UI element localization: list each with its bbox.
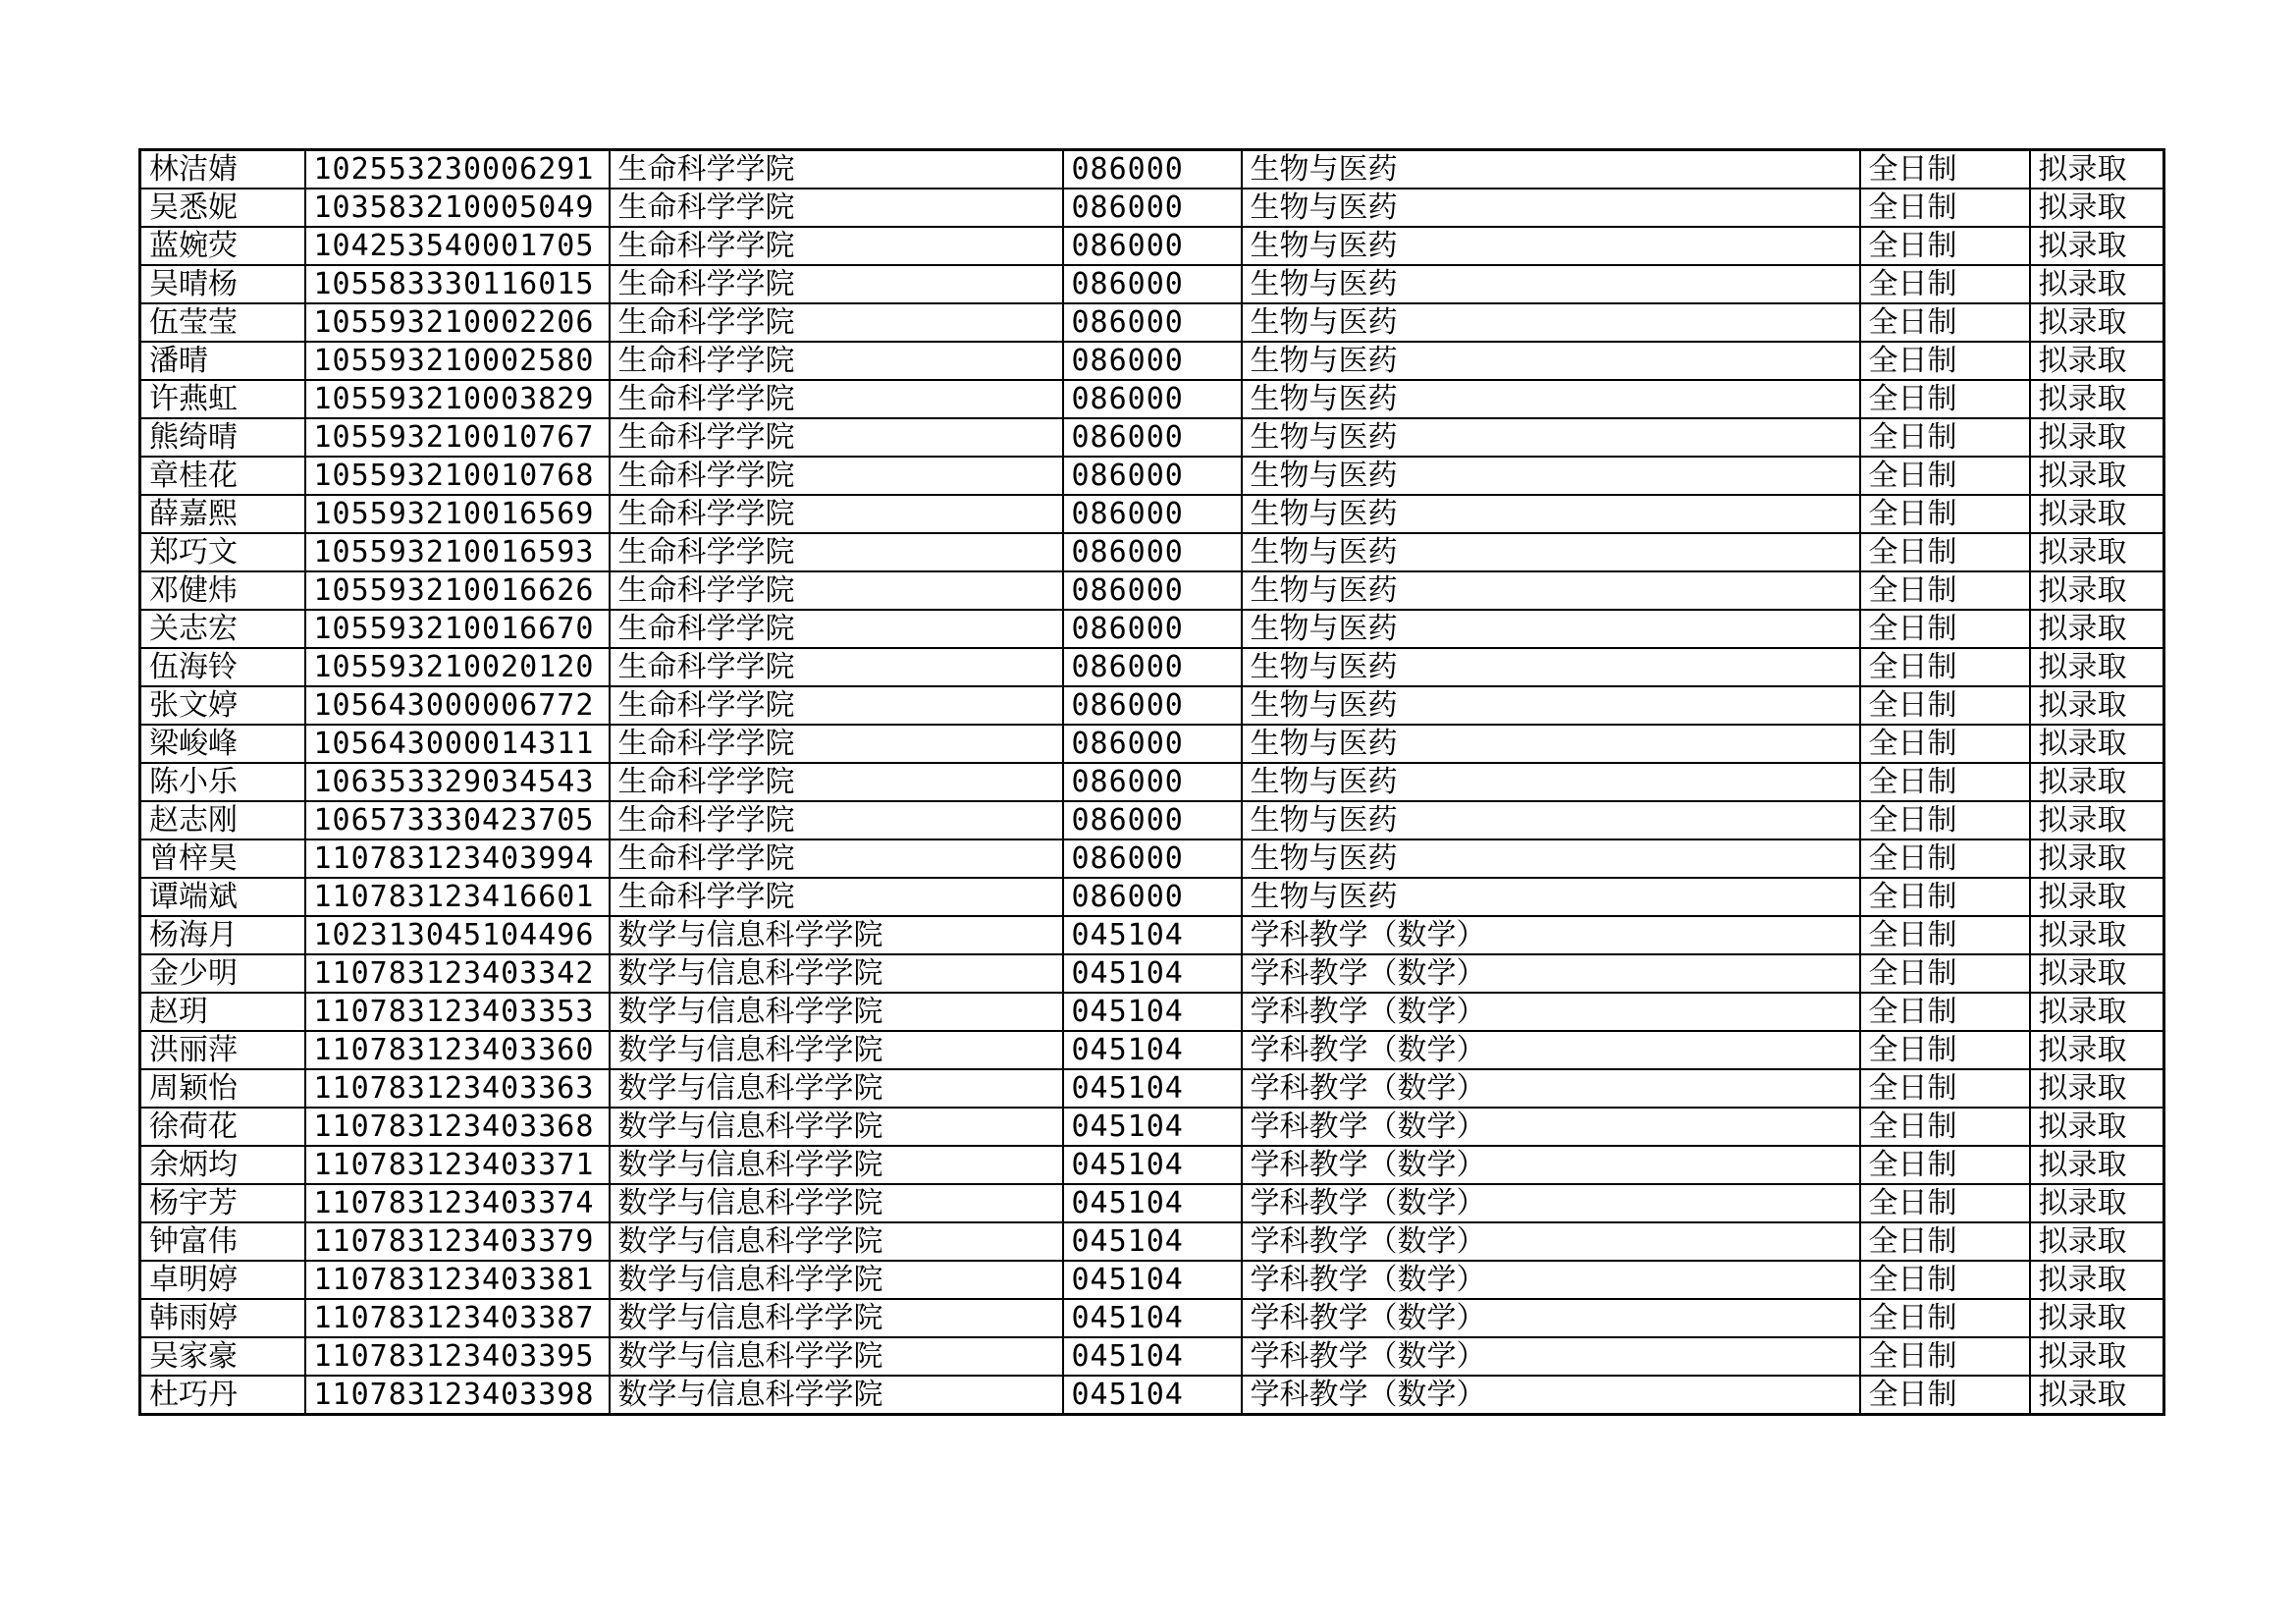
major-name-cell: 生物与医药 xyxy=(1242,686,1860,725)
major-name-cell: 学科教学（数学） xyxy=(1242,993,1860,1031)
study-mode-cell: 全日制 xyxy=(1860,878,2030,916)
table-row xyxy=(140,1222,2164,1261)
major-code-cell: 045104 xyxy=(1063,1069,1242,1108)
study-mode-cell: 全日制 xyxy=(1860,686,2030,725)
table-row xyxy=(140,457,2164,495)
study-mode-cell: 全日制 xyxy=(1860,495,2030,533)
admission-status-cell: 拟录取 xyxy=(2030,1222,2164,1261)
study-mode-cell: 全日制 xyxy=(1860,533,2030,571)
table-row xyxy=(140,303,2164,342)
major-code-cell: 086000 xyxy=(1063,227,1242,265)
major-code-cell: 086000 xyxy=(1063,648,1242,686)
study-mode-cell: 全日制 xyxy=(1860,1031,2030,1069)
exam-number-cell: 110783123403368 xyxy=(305,1108,610,1146)
major-name-cell: 学科教学（数学） xyxy=(1242,1222,1860,1261)
student-name-cell: 伍莹莹 xyxy=(140,303,305,342)
exam-number-cell: 105643000006772 xyxy=(305,686,610,725)
exam-number-cell: 110783123416601 xyxy=(305,878,610,916)
table-row xyxy=(140,610,2164,648)
exam-number-cell: 110783123403353 xyxy=(305,993,610,1031)
exam-number-cell: 110783123403398 xyxy=(305,1376,610,1415)
student-name-cell: 赵志刚 xyxy=(140,801,305,839)
exam-number-cell: 105593210002580 xyxy=(305,342,610,380)
college-cell: 数学与信息科学学院 xyxy=(610,1031,1063,1069)
admission-status-cell: 拟录取 xyxy=(2030,150,2164,189)
college-cell: 生命科学学院 xyxy=(610,189,1063,227)
student-name-cell: 关志宏 xyxy=(140,610,305,648)
student-name-cell: 许燕虹 xyxy=(140,380,305,418)
admission-status-cell: 拟录取 xyxy=(2030,227,2164,265)
study-mode-cell: 全日制 xyxy=(1860,189,2030,227)
exam-number-cell: 110783123403363 xyxy=(305,1069,610,1108)
student-name-cell: 赵玥 xyxy=(140,993,305,1031)
study-mode-cell: 全日制 xyxy=(1860,1146,2030,1184)
major-name-cell: 学科教学（数学） xyxy=(1242,1146,1860,1184)
admission-status-cell: 拟录取 xyxy=(2030,189,2164,227)
major-name-cell: 学科教学（数学） xyxy=(1242,1261,1860,1299)
study-mode-cell: 全日制 xyxy=(1860,1069,2030,1108)
admission-table-body xyxy=(140,150,2164,1415)
admission-status-cell: 拟录取 xyxy=(2030,1146,2164,1184)
admission-status-cell: 拟录取 xyxy=(2030,1337,2164,1376)
student-name-cell: 梁峻峰 xyxy=(140,725,305,763)
college-cell: 生命科学学院 xyxy=(610,457,1063,495)
college-cell: 生命科学学院 xyxy=(610,150,1063,189)
major-name-cell: 生物与医药 xyxy=(1242,380,1860,418)
study-mode-cell: 全日制 xyxy=(1860,265,2030,303)
table-row xyxy=(140,916,2164,954)
student-name-cell: 余炳均 xyxy=(140,1146,305,1184)
study-mode-cell: 全日制 xyxy=(1860,993,2030,1031)
admission-status-cell: 拟录取 xyxy=(2030,265,2164,303)
college-cell: 生命科学学院 xyxy=(610,303,1063,342)
admission-status-cell: 拟录取 xyxy=(2030,1299,2164,1337)
table-row xyxy=(140,189,2164,227)
admission-status-cell: 拟录取 xyxy=(2030,533,2164,571)
table-row xyxy=(140,571,2164,610)
study-mode-cell: 全日制 xyxy=(1860,227,2030,265)
exam-number-cell: 110783123403374 xyxy=(305,1184,610,1222)
major-code-cell: 086000 xyxy=(1063,380,1242,418)
student-name-cell: 潘晴 xyxy=(140,342,305,380)
study-mode-cell: 全日制 xyxy=(1860,954,2030,993)
table-row xyxy=(140,1146,2164,1184)
college-cell: 数学与信息科学学院 xyxy=(610,1299,1063,1337)
table-row xyxy=(140,342,2164,380)
major-code-cell: 086000 xyxy=(1063,725,1242,763)
major-name-cell: 生物与医药 xyxy=(1242,265,1860,303)
exam-number-cell: 104253540001705 xyxy=(305,227,610,265)
admission-status-cell: 拟录取 xyxy=(2030,571,2164,610)
admission-status-cell: 拟录取 xyxy=(2030,839,2164,878)
college-cell: 数学与信息科学学院 xyxy=(610,1261,1063,1299)
admission-status-cell: 拟录取 xyxy=(2030,1108,2164,1146)
admission-status-cell: 拟录取 xyxy=(2030,342,2164,380)
college-cell: 数学与信息科学学院 xyxy=(610,1108,1063,1146)
student-name-cell: 邓健炜 xyxy=(140,571,305,610)
major-code-cell: 045104 xyxy=(1063,1299,1242,1337)
student-name-cell: 卓明婷 xyxy=(140,1261,305,1299)
table-row xyxy=(140,1069,2164,1108)
student-name-cell: 伍海铃 xyxy=(140,648,305,686)
exam-number-cell: 110783123403994 xyxy=(305,839,610,878)
table-row xyxy=(140,1184,2164,1222)
major-code-cell: 086000 xyxy=(1063,686,1242,725)
table-row xyxy=(140,1261,2164,1299)
major-name-cell: 生物与医药 xyxy=(1242,457,1860,495)
major-name-cell: 生物与医药 xyxy=(1242,189,1860,227)
student-name-cell: 薛嘉熙 xyxy=(140,495,305,533)
student-name-cell: 蓝婉荧 xyxy=(140,227,305,265)
admission-status-cell: 拟录取 xyxy=(2030,380,2164,418)
college-cell: 生命科学学院 xyxy=(610,610,1063,648)
study-mode-cell: 全日制 xyxy=(1860,1261,2030,1299)
college-cell: 生命科学学院 xyxy=(610,342,1063,380)
table-row xyxy=(140,763,2164,801)
college-cell: 生命科学学院 xyxy=(610,495,1063,533)
college-cell: 生命科学学院 xyxy=(610,571,1063,610)
major-name-cell: 生物与医药 xyxy=(1242,571,1860,610)
student-name-cell: 韩雨婷 xyxy=(140,1299,305,1337)
major-name-cell: 学科教学（数学） xyxy=(1242,1108,1860,1146)
student-name-cell: 周颖怡 xyxy=(140,1069,305,1108)
major-code-cell: 086000 xyxy=(1063,878,1242,916)
study-mode-cell: 全日制 xyxy=(1860,801,2030,839)
major-code-cell: 086000 xyxy=(1063,457,1242,495)
major-code-cell: 086000 xyxy=(1063,763,1242,801)
student-name-cell: 杨海月 xyxy=(140,916,305,954)
table-row xyxy=(140,380,2164,418)
study-mode-cell: 全日制 xyxy=(1860,457,2030,495)
major-name-cell: 学科教学（数学） xyxy=(1242,1337,1860,1376)
major-code-cell: 086000 xyxy=(1063,571,1242,610)
table-row xyxy=(140,725,2164,763)
major-code-cell: 086000 xyxy=(1063,150,1242,189)
admission-status-cell: 拟录取 xyxy=(2030,686,2164,725)
exam-number-cell: 110783123403395 xyxy=(305,1337,610,1376)
exam-number-cell: 102313045104496 xyxy=(305,916,610,954)
exam-number-cell: 105593210016670 xyxy=(305,610,610,648)
study-mode-cell: 全日制 xyxy=(1860,725,2030,763)
table-row xyxy=(140,954,2164,993)
table-row xyxy=(140,801,2164,839)
table-row xyxy=(140,1337,2164,1376)
college-cell: 数学与信息科学学院 xyxy=(610,993,1063,1031)
major-code-cell: 086000 xyxy=(1063,265,1242,303)
admission-status-cell: 拟录取 xyxy=(2030,801,2164,839)
major-name-cell: 生物与医药 xyxy=(1242,801,1860,839)
student-name-cell: 金少明 xyxy=(140,954,305,993)
major-name-cell: 生物与医药 xyxy=(1242,610,1860,648)
student-name-cell: 郑巧文 xyxy=(140,533,305,571)
college-cell: 生命科学学院 xyxy=(610,265,1063,303)
admission-status-cell: 拟录取 xyxy=(2030,1376,2164,1415)
major-name-cell: 学科教学（数学） xyxy=(1242,1376,1860,1415)
table-row xyxy=(140,533,2164,571)
admission-status-cell: 拟录取 xyxy=(2030,495,2164,533)
college-cell: 数学与信息科学学院 xyxy=(610,1069,1063,1108)
study-mode-cell: 全日制 xyxy=(1860,1108,2030,1146)
admission-status-cell: 拟录取 xyxy=(2030,954,2164,993)
major-code-cell: 045104 xyxy=(1063,954,1242,993)
admission-table xyxy=(138,148,2165,1416)
student-name-cell: 熊绮晴 xyxy=(140,418,305,457)
major-code-cell: 086000 xyxy=(1063,533,1242,571)
admission-status-cell: 拟录取 xyxy=(2030,1069,2164,1108)
student-name-cell: 吴晴杨 xyxy=(140,265,305,303)
college-cell: 生命科学学院 xyxy=(610,533,1063,571)
study-mode-cell: 全日制 xyxy=(1860,150,2030,189)
study-mode-cell: 全日制 xyxy=(1860,418,2030,457)
major-code-cell: 045104 xyxy=(1063,1261,1242,1299)
admission-status-cell: 拟录取 xyxy=(2030,457,2164,495)
major-name-cell: 学科教学（数学） xyxy=(1242,1031,1860,1069)
exam-number-cell: 110783123403387 xyxy=(305,1299,610,1337)
study-mode-cell: 全日制 xyxy=(1860,763,2030,801)
table-row xyxy=(140,495,2164,533)
major-code-cell: 045104 xyxy=(1063,1184,1242,1222)
major-name-cell: 生物与医药 xyxy=(1242,763,1860,801)
table-row xyxy=(140,1031,2164,1069)
college-cell: 生命科学学院 xyxy=(610,763,1063,801)
college-cell: 生命科学学院 xyxy=(610,878,1063,916)
student-name-cell: 洪丽萍 xyxy=(140,1031,305,1069)
major-code-cell: 045104 xyxy=(1063,916,1242,954)
major-code-cell: 086000 xyxy=(1063,189,1242,227)
exam-number-cell: 106353329034543 xyxy=(305,763,610,801)
study-mode-cell: 全日制 xyxy=(1860,648,2030,686)
student-name-cell: 杜巧丹 xyxy=(140,1376,305,1415)
major-code-cell: 086000 xyxy=(1063,303,1242,342)
major-code-cell: 045104 xyxy=(1063,1222,1242,1261)
admission-status-cell: 拟录取 xyxy=(2030,725,2164,763)
table-row xyxy=(140,878,2164,916)
study-mode-cell: 全日制 xyxy=(1860,1376,2030,1415)
admission-status-cell: 拟录取 xyxy=(2030,303,2164,342)
table-row xyxy=(140,150,2164,189)
exam-number-cell: 110783123403342 xyxy=(305,954,610,993)
exam-number-cell: 110783123403381 xyxy=(305,1261,610,1299)
college-cell: 数学与信息科学学院 xyxy=(610,1184,1063,1222)
table-row xyxy=(140,1299,2164,1337)
major-name-cell: 生物与医药 xyxy=(1242,418,1860,457)
major-code-cell: 045104 xyxy=(1063,1108,1242,1146)
major-code-cell: 045104 xyxy=(1063,1376,1242,1415)
major-code-cell: 086000 xyxy=(1063,418,1242,457)
exam-number-cell: 105593210010767 xyxy=(305,418,610,457)
student-name-cell: 陈小乐 xyxy=(140,763,305,801)
major-name-cell: 生物与医药 xyxy=(1242,533,1860,571)
college-cell: 生命科学学院 xyxy=(610,380,1063,418)
table-row xyxy=(140,993,2164,1031)
major-code-cell: 045104 xyxy=(1063,993,1242,1031)
major-name-cell: 学科教学（数学） xyxy=(1242,1069,1860,1108)
college-cell: 生命科学学院 xyxy=(610,725,1063,763)
college-cell: 数学与信息科学学院 xyxy=(610,1337,1063,1376)
major-code-cell: 086000 xyxy=(1063,610,1242,648)
college-cell: 数学与信息科学学院 xyxy=(610,1146,1063,1184)
exam-number-cell: 105593210016626 xyxy=(305,571,610,610)
study-mode-cell: 全日制 xyxy=(1860,571,2030,610)
study-mode-cell: 全日制 xyxy=(1860,916,2030,954)
student-name-cell: 章桂花 xyxy=(140,457,305,495)
table-row xyxy=(140,1376,2164,1415)
major-code-cell: 045104 xyxy=(1063,1146,1242,1184)
major-code-cell: 045104 xyxy=(1063,1031,1242,1069)
college-cell: 数学与信息科学学院 xyxy=(610,1376,1063,1415)
exam-number-cell: 110783123403360 xyxy=(305,1031,610,1069)
exam-number-cell: 105593210010768 xyxy=(305,457,610,495)
study-mode-cell: 全日制 xyxy=(1860,342,2030,380)
major-name-cell: 生物与医药 xyxy=(1242,495,1860,533)
study-mode-cell: 全日制 xyxy=(1860,839,2030,878)
college-cell: 数学与信息科学学院 xyxy=(610,1222,1063,1261)
major-name-cell: 生物与医药 xyxy=(1242,878,1860,916)
admission-status-cell: 拟录取 xyxy=(2030,916,2164,954)
table-row xyxy=(140,648,2164,686)
college-cell: 生命科学学院 xyxy=(610,648,1063,686)
student-name-cell: 曾梓昊 xyxy=(140,839,305,878)
exam-number-cell: 105643000014311 xyxy=(305,725,610,763)
exam-number-cell: 105593210016593 xyxy=(305,533,610,571)
table-row xyxy=(140,839,2164,878)
major-name-cell: 学科教学（数学） xyxy=(1242,1184,1860,1222)
admission-status-cell: 拟录取 xyxy=(2030,878,2164,916)
college-cell: 生命科学学院 xyxy=(610,686,1063,725)
major-name-cell: 生物与医药 xyxy=(1242,303,1860,342)
major-code-cell: 086000 xyxy=(1063,495,1242,533)
admission-status-cell: 拟录取 xyxy=(2030,1184,2164,1222)
major-code-cell: 086000 xyxy=(1063,342,1242,380)
major-name-cell: 生物与医药 xyxy=(1242,227,1860,265)
admission-status-cell: 拟录取 xyxy=(2030,993,2164,1031)
major-name-cell: 生物与医药 xyxy=(1242,150,1860,189)
table-row xyxy=(140,1108,2164,1146)
major-code-cell: 086000 xyxy=(1063,839,1242,878)
major-code-cell: 086000 xyxy=(1063,801,1242,839)
admission-status-cell: 拟录取 xyxy=(2030,610,2164,648)
major-name-cell: 学科教学（数学） xyxy=(1242,1299,1860,1337)
exam-number-cell: 102553230006291 xyxy=(305,150,610,189)
study-mode-cell: 全日制 xyxy=(1860,303,2030,342)
student-name-cell: 杨宇芳 xyxy=(140,1184,305,1222)
student-name-cell: 吴悉妮 xyxy=(140,189,305,227)
exam-number-cell: 105593210002206 xyxy=(305,303,610,342)
exam-number-cell: 106573330423705 xyxy=(305,801,610,839)
table-row xyxy=(140,686,2164,725)
study-mode-cell: 全日制 xyxy=(1860,610,2030,648)
major-name-cell: 生物与医药 xyxy=(1242,725,1860,763)
study-mode-cell: 全日制 xyxy=(1860,1184,2030,1222)
exam-number-cell: 105593210003829 xyxy=(305,380,610,418)
student-name-cell: 钟富伟 xyxy=(140,1222,305,1261)
student-name-cell: 徐荷花 xyxy=(140,1108,305,1146)
major-name-cell: 生物与医药 xyxy=(1242,648,1860,686)
exam-number-cell: 110783123403379 xyxy=(305,1222,610,1261)
major-name-cell: 学科教学（数学） xyxy=(1242,916,1860,954)
exam-number-cell: 105593210020120 xyxy=(305,648,610,686)
college-cell: 生命科学学院 xyxy=(610,418,1063,457)
college-cell: 生命科学学院 xyxy=(610,801,1063,839)
study-mode-cell: 全日制 xyxy=(1860,380,2030,418)
college-cell: 数学与信息科学学院 xyxy=(610,916,1063,954)
college-cell: 生命科学学院 xyxy=(610,227,1063,265)
admission-status-cell: 拟录取 xyxy=(2030,763,2164,801)
table-row xyxy=(140,418,2164,457)
student-name-cell: 林洁婧 xyxy=(140,150,305,189)
major-name-cell: 生物与医药 xyxy=(1242,839,1860,878)
major-code-cell: 045104 xyxy=(1063,1337,1242,1376)
admission-status-cell: 拟录取 xyxy=(2030,648,2164,686)
exam-number-cell: 110783123403371 xyxy=(305,1146,610,1184)
college-cell: 数学与信息科学学院 xyxy=(610,954,1063,993)
student-name-cell: 谭端斌 xyxy=(140,878,305,916)
study-mode-cell: 全日制 xyxy=(1860,1337,2030,1376)
college-cell: 生命科学学院 xyxy=(610,839,1063,878)
admission-status-cell: 拟录取 xyxy=(2030,1261,2164,1299)
exam-number-cell: 103583210005049 xyxy=(305,189,610,227)
table-row xyxy=(140,265,2164,303)
major-name-cell: 生物与医药 xyxy=(1242,342,1860,380)
exam-number-cell: 105583330116015 xyxy=(305,265,610,303)
exam-number-cell: 105593210016569 xyxy=(305,495,610,533)
admission-status-cell: 拟录取 xyxy=(2030,418,2164,457)
major-name-cell: 学科教学（数学） xyxy=(1242,954,1860,993)
table-row xyxy=(140,227,2164,265)
admission-status-cell: 拟录取 xyxy=(2030,1031,2164,1069)
study-mode-cell: 全日制 xyxy=(1860,1222,2030,1261)
student-name-cell: 张文婷 xyxy=(140,686,305,725)
student-name-cell: 吴家豪 xyxy=(140,1337,305,1376)
study-mode-cell: 全日制 xyxy=(1860,1299,2030,1337)
